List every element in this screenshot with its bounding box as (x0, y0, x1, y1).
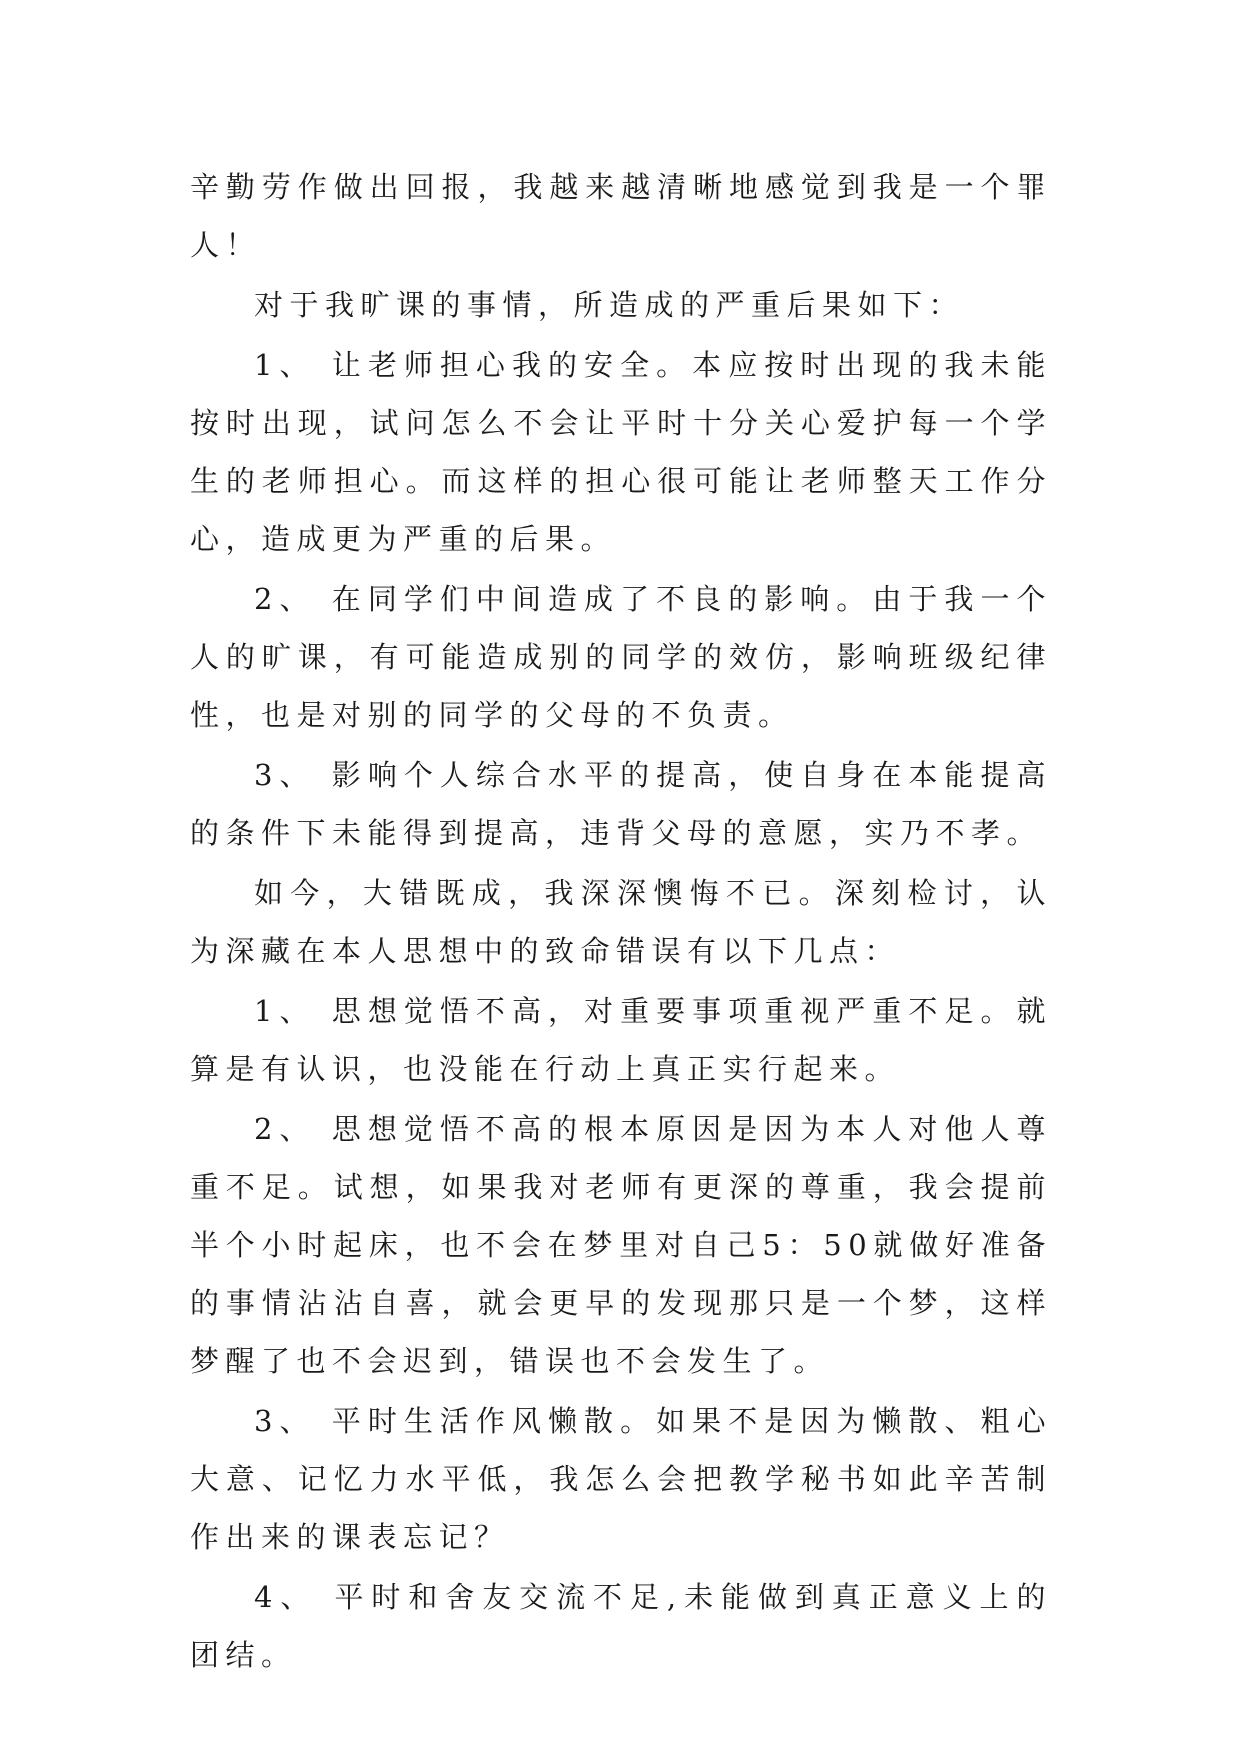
paragraph-error-1: 1、 思想觉悟不高，对重要事项重视严重不足。就算是有认识，也没能在行动上真正实行起来。 (190, 994, 1052, 1086)
paragraph-error-2: 2、 思想觉悟不高的根本原因是因为本人对他人尊重不足。试想，如果我对老师有更深的尊重，我会提前半个小时起床，也不会在梦里对自己5：50就做好准备的事情沾沾自喜，就会更早的发现那只是一个梦，这样梦醒了也不会迟到，错误也不会发生了。 (190, 1112, 1052, 1378)
document-body (190, 158, 1052, 1686)
paragraph-consequence-1: 1、 让老师担心我的安全。本应按时出现的我未能按时出现，试问怎么不会让平时十分关心爱护每一个学生的老师担心。而这样的担心很可能让老师整天工作分心，造成更为严重的后果。 (190, 348, 1052, 556)
paragraph-consequences-intro: 对于我旷课的事情，所造成的严重后果如下： (254, 288, 965, 322)
paragraph-error-3: 3、 平时生活作风懒散。如果不是因为懒散、粗心大意、记忆力水平低，我怎么会把教学秘书如此辛苦制作出来的课表忘记？ (190, 1404, 1052, 1554)
paragraph-consequence-3: 3、 影响个人综合水平的提高，使自身在本能提高的条件下未能得到提高，违背父母的意愿，实乃不孝。 (190, 758, 1052, 850)
paragraph-continuation: 辛勤劳作做出回报，我越来越清晰地感觉到我是一个罪人！ (190, 170, 1052, 262)
paragraph-consequence-2: 2、 在同学们中间造成了不良的影响。由于我一个人的旷课，有可能造成别的同学的效仿，影响班级纪律性，也是对别的同学的父母的不负责。 (190, 582, 1052, 732)
paragraph-errors-intro: 如今，大错既成，我深深懊悔不已。深刻检讨，认为深藏在本人思想中的致命错误有以下几点： (190, 876, 1052, 968)
paragraph-error-4: 4、 平时和舍友交流不足,未能做到真正意义上的团结。 (190, 1580, 1052, 1672)
